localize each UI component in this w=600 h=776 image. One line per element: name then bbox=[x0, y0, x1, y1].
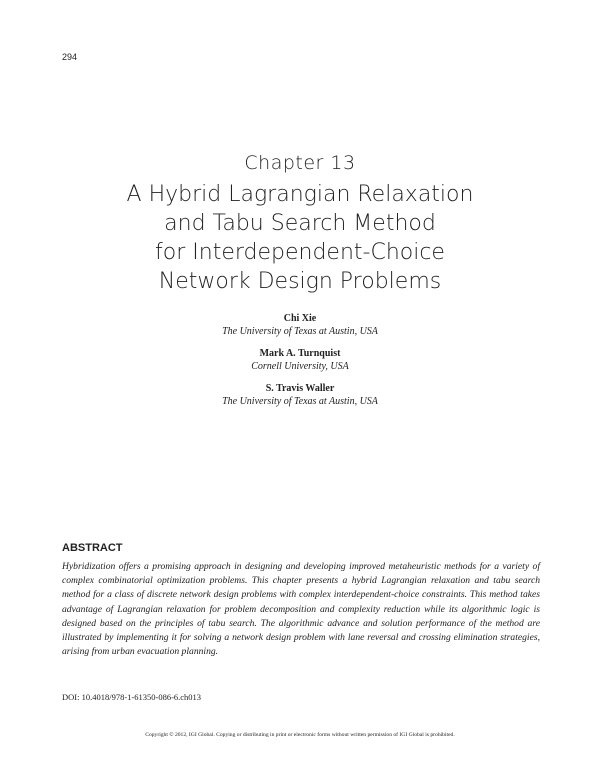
title-line: A Hybrid Lagrangian Relaxation bbox=[126, 182, 474, 207]
author-name: Mark A. Turnquist bbox=[259, 348, 341, 359]
author bbox=[0, 312, 600, 338]
author bbox=[0, 347, 600, 373]
chapter-label: Chapter 13 bbox=[244, 152, 356, 174]
page-number: 294 bbox=[62, 52, 78, 62]
abstract-text: Hybridization offers a promising approach in designing and developing improved metaheuristic methods for a variety of complex combinatorial optimization problems. This chapter presents a hybrid Lagrangian relaxation and tabu search method for a class of discrete network design problems with complex interdependent-choice constraints. This method takes advantage of Lagrangian relaxation for problem decomposition and complexity reduction while its algorithmic logic is designed based on the principles of tabu search. The algorithmic advance and solution performance of the method are illustrated by implementing it for solving a network design problem with lane reversal and crossing elimination strategies, arising from urban evacuation planning. bbox=[62, 561, 540, 658]
author-name: Chi Xie bbox=[283, 313, 317, 324]
title-line: for Interdependent-Choice bbox=[155, 240, 445, 265]
author-affiliation: The University of Texas at Austin, USA bbox=[222, 396, 378, 407]
chapter-title bbox=[0, 180, 600, 296]
author-affiliation: Cornell University, USA bbox=[251, 361, 349, 372]
title-line: Network Design Problems bbox=[158, 269, 442, 294]
author-list bbox=[0, 312, 600, 417]
abstract-heading: ABSTRACT bbox=[62, 542, 123, 554]
author bbox=[0, 382, 600, 408]
doi: DOI: 10.4018/978-1-61350-086-6.ch013 bbox=[62, 692, 202, 702]
copyright-notice: Copyright © 2012, IGI Global. Copying or distributing in print or electronic forms without written permission of IGI Global is prohibited. bbox=[145, 732, 455, 738]
author-name: S. Travis Waller bbox=[265, 383, 335, 394]
author-affiliation: The University of Texas at Austin, USA bbox=[222, 326, 378, 337]
title-line: and Tabu Search Method bbox=[164, 211, 436, 236]
